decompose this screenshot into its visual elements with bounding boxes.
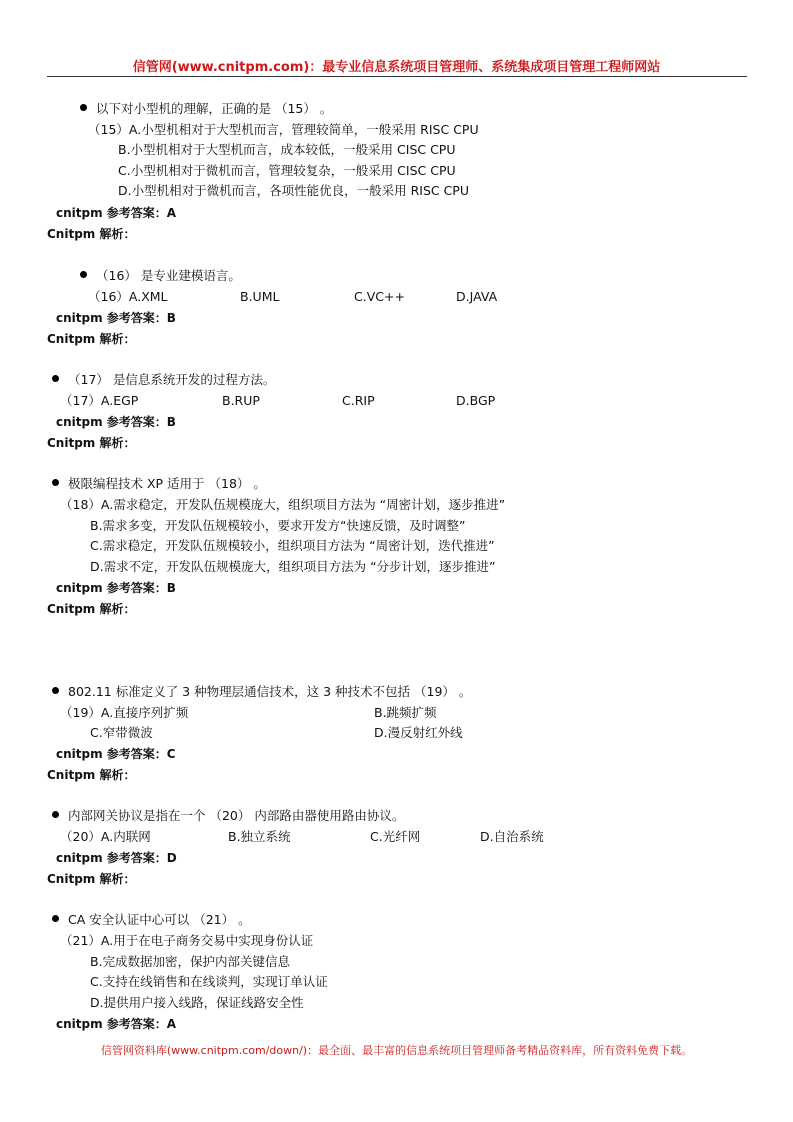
option-b: B.RUP bbox=[222, 393, 260, 408]
option-b: B.跳频扩频 bbox=[374, 705, 437, 720]
option-c: C.光纤网 bbox=[370, 829, 421, 844]
analysis-label: Cnitpm 解析： bbox=[47, 768, 136, 782]
question-stem: CA 安全认证中心可以 （21） 。 bbox=[52, 912, 251, 928]
option-b: B.独立系统 bbox=[228, 829, 291, 844]
option-b: B.需求多变，开发队伍规模较小，要求开发方“快速反馈，及时调整” bbox=[90, 518, 466, 533]
option-a: （16）A.XML bbox=[88, 289, 168, 304]
answer-label: cnitpm 参考答案：B bbox=[56, 415, 176, 429]
option-a: （18）A.需求稳定，开发队伍规模庞大，组织项目方法为 “周密计划，逐步推进” bbox=[60, 497, 506, 512]
question-stem: 内部网关协议是指在一个 （20） 内部路由器使用路由协议。 bbox=[52, 808, 404, 824]
analysis-label: Cnitpm 解析： bbox=[47, 332, 136, 346]
answer-label: cnitpm 参考答案：A bbox=[56, 206, 177, 220]
analysis-label: Cnitpm 解析： bbox=[47, 872, 136, 886]
option-d: D.小型机相对于微机而言，各项性能优良，一般采用 RISC CPU bbox=[118, 183, 469, 198]
option-c: C.支持在线销售和在线谈判，实现订单认证 bbox=[90, 974, 328, 989]
option-b: B.完成数据加密，保护内部关键信息 bbox=[90, 954, 291, 969]
bullet-icon bbox=[80, 104, 87, 111]
answer-label: cnitpm 参考答案：A bbox=[56, 1017, 177, 1031]
answer-label: cnitpm 参考答案：C bbox=[56, 747, 176, 761]
analysis-label: Cnitpm 解析： bbox=[47, 227, 136, 241]
bullet-icon bbox=[80, 271, 87, 278]
analysis-label: Cnitpm 解析： bbox=[47, 436, 136, 450]
bullet-icon bbox=[52, 687, 59, 694]
option-d: D.JAVA bbox=[456, 289, 498, 304]
option-b: B.UML bbox=[240, 289, 280, 304]
option-b: B.小型机相对于大型机而言，成本较低，一般采用 CISC CPU bbox=[118, 142, 456, 157]
option-c: C.小型机相对于微机而言，管理较复杂，一般采用 CISC CPU bbox=[118, 163, 456, 178]
option-d: D.自治系统 bbox=[480, 829, 544, 844]
header-divider bbox=[47, 76, 747, 77]
option-a: （17）A.EGP bbox=[60, 393, 139, 408]
option-a: （19）A.直接序列扩频 bbox=[60, 705, 189, 720]
answer-label: cnitpm 参考答案：B bbox=[56, 581, 176, 595]
bullet-icon bbox=[52, 915, 59, 922]
question-stem: （17） 是信息系统开发的过程方法。 bbox=[52, 372, 275, 388]
analysis-label: Cnitpm 解析： bbox=[47, 602, 136, 616]
option-c: C.RIP bbox=[342, 393, 375, 408]
option-d: D.漫反射红外线 bbox=[374, 725, 463, 740]
bullet-icon bbox=[52, 811, 59, 818]
question-stem: （16） 是专业建模语言。 bbox=[80, 268, 241, 284]
option-d: D.需求不定，开发队伍规模庞大，组织项目方法为 “分步计划，逐步推进” bbox=[90, 559, 496, 574]
bullet-icon bbox=[52, 479, 59, 486]
option-a: （21）A.用于在电子商务交易中实现身份认证 bbox=[60, 933, 314, 948]
answer-label: cnitpm 参考答案：B bbox=[56, 311, 176, 325]
option-d: D.BGP bbox=[456, 393, 496, 408]
bullet-icon bbox=[52, 375, 59, 382]
question-stem: 以下对小型机的理解，正确的是 （15） 。 bbox=[80, 101, 332, 117]
page-header-title: 信管网(www.cnitpm.com)：最专业信息系统项目管理师、系统集成项目管理工程师网站 bbox=[132, 60, 661, 75]
question-stem: 802.11 标准定义了 3 种物理层通信技术，这 3 种技术不包括 （19） 。 bbox=[52, 684, 471, 700]
option-c: C.VC++ bbox=[354, 289, 405, 304]
option-a: （15）A.小型机相对于大型机而言，管理较简单，一般采用 RISC CPU bbox=[88, 122, 479, 137]
page-footer: 信管网资料库(www.cnitpm.com/down/)：最全面、最丰富的信息系统项目管理师备考精品资料库，所有资料免费下载。 bbox=[100, 1044, 693, 1057]
option-a: （20）A.内联网 bbox=[60, 829, 151, 844]
option-d: D.提供用户接入线路，保证线路安全性 bbox=[90, 995, 304, 1010]
option-c: C.窄带微波 bbox=[90, 725, 153, 740]
answer-label: cnitpm 参考答案：D bbox=[56, 851, 177, 865]
question-stem: 极限编程技术 XP 适用于 （18） 。 bbox=[52, 476, 266, 492]
option-c: C.需求稳定，开发队伍规模较小，组织项目方法为 “周密计划，迭代推进” bbox=[90, 538, 495, 553]
